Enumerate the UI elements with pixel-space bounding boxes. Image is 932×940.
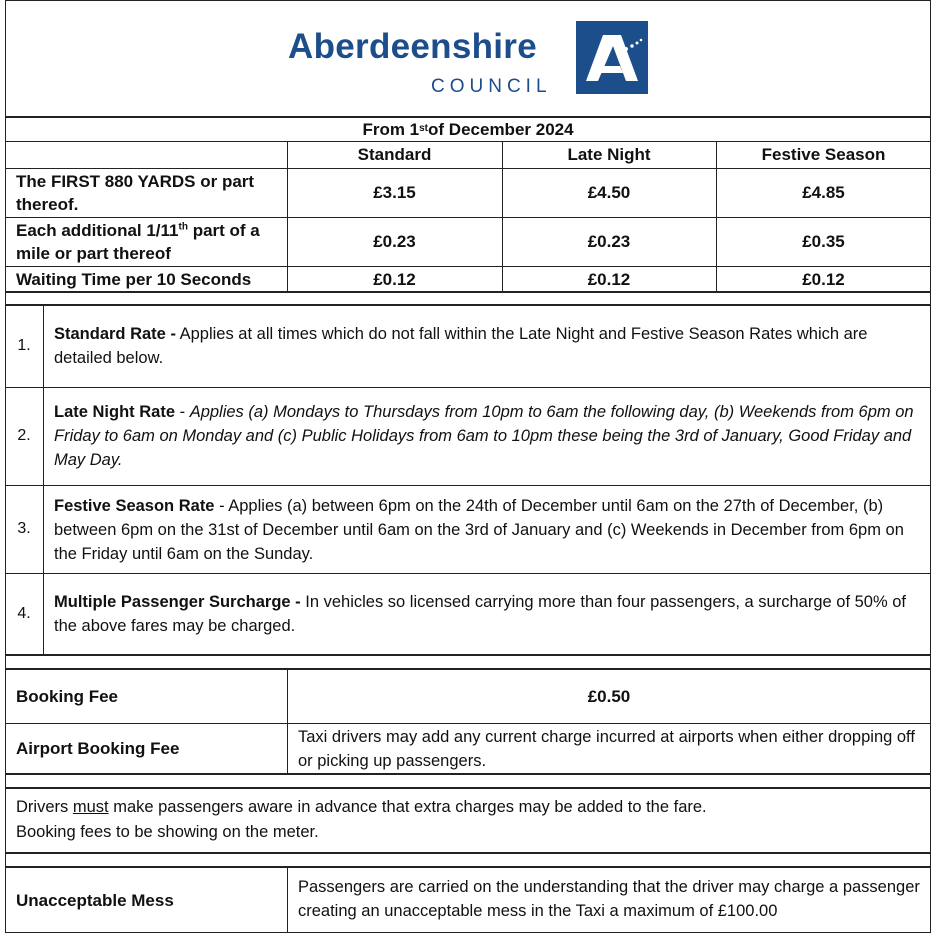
notice-must: must bbox=[72, 798, 109, 816]
booking-fee-value: £0.50 bbox=[587, 686, 631, 706]
booking-fee-label: Booking Fee bbox=[16, 686, 119, 706]
note-standard-rate bbox=[54, 322, 924, 370]
fare-cell: £4.50 bbox=[587, 183, 631, 202]
note-late-night-rate bbox=[54, 400, 924, 472]
drivers-notice-line2: Booking fees to be showing on the meter. bbox=[16, 823, 319, 841]
heading-prefix: From 1 bbox=[362, 119, 420, 139]
unacceptable-mess-text: Passengers are carried on the understanding that the driver may charge a passenger creating an unacceptable mess in the Taxi a maximum of £100.00 bbox=[298, 878, 920, 920]
note-number: 3. bbox=[17, 520, 31, 537]
note-text: Applies (a) Mondays to Thursdays from 10pm to 6am the following day, (b) Weekends from 6pm on Friday to 6am on Monday and (c) Public Holidays from 6am to 10pm these being the 3rd of January, Good Friday and May Day. bbox=[54, 403, 914, 469]
note-number: 2. bbox=[17, 427, 31, 444]
row-label-waiting-time: Waiting Time per 10 Seconds bbox=[16, 269, 252, 289]
fare-cell: £0.12 bbox=[802, 269, 845, 289]
row-label-sup: th bbox=[178, 220, 188, 232]
note-title: Standard Rate - bbox=[54, 325, 176, 343]
fare-cell: £4.85 bbox=[802, 183, 845, 202]
column-header-festive-season: Festive Season bbox=[761, 145, 886, 164]
row-label-first-880-yards: The FIRST 880 YARDS or part thereof. bbox=[16, 171, 255, 214]
row-label-additional-part-mile bbox=[16, 217, 286, 266]
aberdeenshire-a-logo-icon bbox=[576, 21, 648, 94]
fare-cell: £0.23 bbox=[587, 232, 631, 251]
airport-booking-fee-value: Taxi drivers may add any current charge incurred at airports when either dropping off or picking up passengers. bbox=[298, 728, 915, 770]
note-title: Late Night Rate bbox=[54, 403, 176, 421]
note-festive-season-rate bbox=[54, 494, 924, 566]
notice-text-a: Drivers bbox=[16, 798, 73, 816]
note-number: 1. bbox=[17, 337, 31, 354]
fare-cell: £0.23 bbox=[373, 232, 416, 251]
note-text: - Applies (a) between 6pm on the 24th of December until 6am on the 27th of December, (b) between 6pm on the 31st of December until 6am on the 3rd of January and (c) Weekends in December from 6pm on the Friday until 6am on the Sunday. bbox=[54, 497, 904, 563]
note-title: Multiple Passenger Surcharge - bbox=[54, 593, 301, 611]
spacer-row bbox=[5, 853, 931, 867]
note-text: Applies at all times which do not fall within the Late Night and Festive Season Rates which are detailed below. bbox=[54, 325, 868, 367]
note-multiple-passenger-surcharge bbox=[54, 590, 924, 638]
drivers-notice-line1 bbox=[16, 795, 921, 819]
heading-suffix: of December 2024 bbox=[428, 119, 574, 139]
fare-cell: £3.15 bbox=[373, 183, 416, 202]
note-number: 4. bbox=[17, 605, 31, 622]
fare-table-heading: From 1 st of December 2024 bbox=[362, 119, 574, 139]
notice-text-b: make passengers aware in advance that extra charges may be added to the fare. bbox=[108, 798, 707, 816]
row-label-a: Each additional 1/11 bbox=[16, 220, 179, 240]
fare-cell: £0.12 bbox=[373, 269, 416, 289]
row-label-b: part of a mile or part thereof bbox=[16, 220, 260, 263]
note-title: Festive Season Rate bbox=[54, 497, 215, 515]
unacceptable-mess-label: Unacceptable Mess bbox=[16, 890, 174, 910]
logo-name: Aberdeenshire bbox=[288, 27, 537, 66]
logo-sub: COUNCIL bbox=[431, 76, 552, 97]
fare-cell: £0.35 bbox=[802, 232, 845, 251]
spacer-row bbox=[5, 292, 931, 305]
column-header-standard: Standard bbox=[357, 145, 432, 164]
note-sep: - bbox=[175, 403, 190, 421]
fare-cell: £0.12 bbox=[587, 269, 631, 289]
spacer-row bbox=[5, 774, 931, 788]
note-text: In vehicles so licensed carrying more than four passengers, a surcharge of 50% of the above fares may be charged. bbox=[54, 593, 906, 635]
airport-booking-fee-label: Airport Booking Fee bbox=[16, 739, 180, 758]
column-header-late-night: Late Night bbox=[567, 145, 651, 164]
spacer-row bbox=[5, 655, 931, 669]
